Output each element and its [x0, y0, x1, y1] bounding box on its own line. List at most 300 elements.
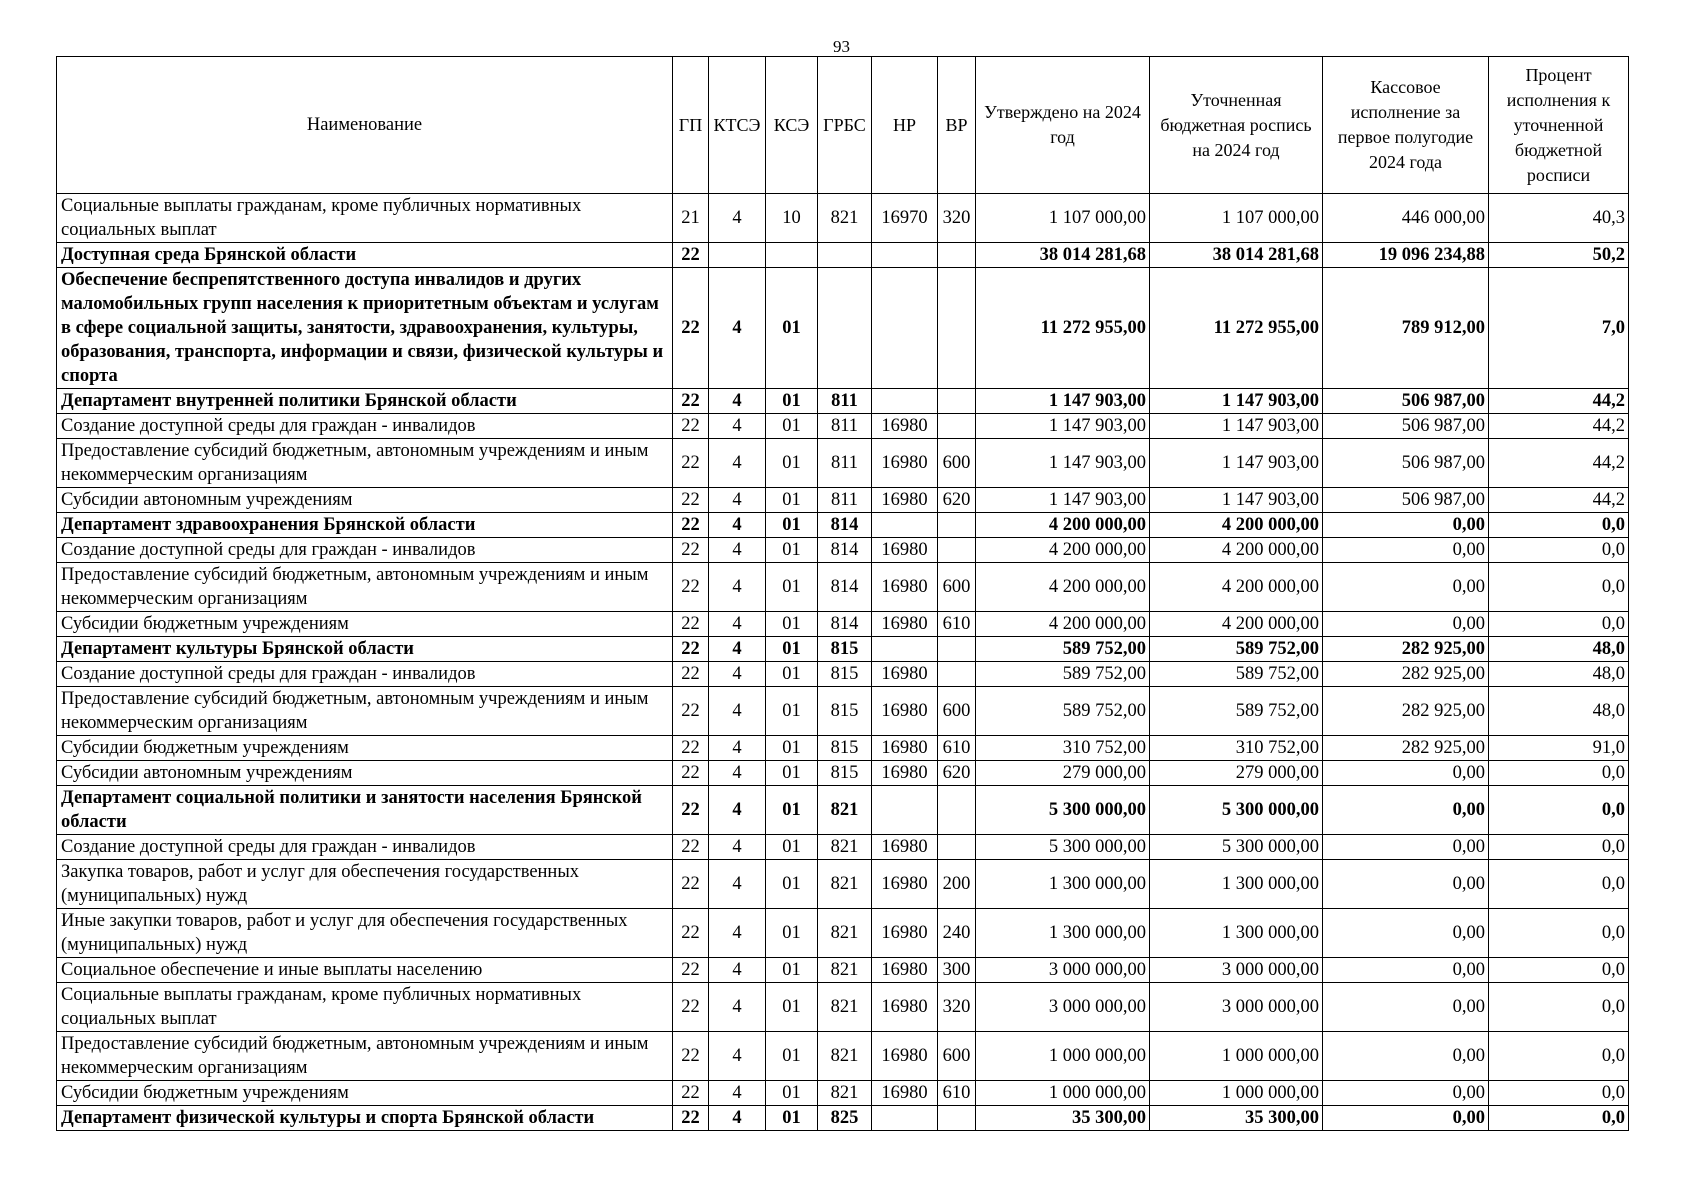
table-row: [57, 786, 1629, 835]
cell-kse: 01: [766, 612, 818, 637]
cell-cash: 19 096 234,88: [1323, 243, 1489, 268]
budget-table: [56, 56, 1629, 1131]
cell-nr: [872, 243, 938, 268]
cell-refined: 4 200 000,00: [1150, 563, 1323, 612]
cell-gp: 22: [673, 439, 709, 488]
cell-cash: 282 925,00: [1323, 687, 1489, 736]
cell-refined: 589 752,00: [1150, 687, 1323, 736]
cell-name: Субсидии бюджетным учреждениям: [57, 1081, 673, 1106]
cell-name: Субсидии автономным учреждениям: [57, 761, 673, 786]
cell-grbs: 821: [818, 983, 872, 1032]
cell-vr: [938, 637, 976, 662]
cell-grbs: 821: [818, 958, 872, 983]
cell-vr: [938, 835, 976, 860]
cell-refined: 5 300 000,00: [1150, 835, 1323, 860]
cell-grbs: 814: [818, 538, 872, 563]
cell-refined: 1 147 903,00: [1150, 389, 1323, 414]
cell-vr: [938, 538, 976, 563]
cell-name: Департамент социальной политики и занятости населения Брянской области: [57, 786, 673, 835]
cell-refined: 1 000 000,00: [1150, 1032, 1323, 1081]
cell-kse: 01: [766, 687, 818, 736]
cell-gp: 22: [673, 860, 709, 909]
cell-percent: 0,0: [1489, 612, 1629, 637]
cell-vr: 610: [938, 612, 976, 637]
cell-cash: 0,00: [1323, 1081, 1489, 1106]
cell-approved: 1 147 903,00: [976, 488, 1150, 513]
cell-gp: 22: [673, 958, 709, 983]
cell-cash: 282 925,00: [1323, 736, 1489, 761]
cell-gp: 22: [673, 835, 709, 860]
cell-percent: 7,0: [1489, 268, 1629, 389]
cell-approved: 589 752,00: [976, 687, 1150, 736]
cell-ktse: 4: [709, 662, 766, 687]
table-row: [57, 563, 1629, 612]
table-row: [57, 1106, 1629, 1131]
cell-ktse: 4: [709, 736, 766, 761]
cell-grbs: 815: [818, 736, 872, 761]
cell-name: Субсидии бюджетным учреждениям: [57, 612, 673, 637]
cell-nr: 16980: [872, 958, 938, 983]
cell-grbs: 821: [818, 786, 872, 835]
cell-approved: 1 147 903,00: [976, 439, 1150, 488]
cell-ktse: 4: [709, 538, 766, 563]
table-row: [57, 835, 1629, 860]
cell-percent: 44,2: [1489, 389, 1629, 414]
cell-vr: 620: [938, 761, 976, 786]
cell-refined: 1 147 903,00: [1150, 414, 1323, 439]
cell-vr: 300: [938, 958, 976, 983]
header-cash: Кассовое исполнение за первое полугодие 2024 года: [1323, 57, 1489, 194]
cell-name: Департамент здравоохранения Брянской области: [57, 513, 673, 538]
cell-refined: 589 752,00: [1150, 637, 1323, 662]
cell-ktse: 4: [709, 860, 766, 909]
cell-refined: 4 200 000,00: [1150, 513, 1323, 538]
cell-ktse: 4: [709, 1081, 766, 1106]
cell-percent: 0,0: [1489, 786, 1629, 835]
header-percent: Процент исполнения к уточненной бюджетной росписи: [1489, 57, 1629, 194]
cell-refined: 1 300 000,00: [1150, 860, 1323, 909]
cell-vr: [938, 414, 976, 439]
cell-percent: 0,0: [1489, 1106, 1629, 1131]
cell-approved: 1 147 903,00: [976, 389, 1150, 414]
table-row: [57, 612, 1629, 637]
header-grbs: ГРБС: [818, 57, 872, 194]
cell-refined: 1 300 000,00: [1150, 909, 1323, 958]
cell-nr: 16970: [872, 194, 938, 243]
cell-grbs: 821: [818, 1032, 872, 1081]
cell-percent: 44,2: [1489, 414, 1629, 439]
cell-refined: 11 272 955,00: [1150, 268, 1323, 389]
cell-approved: 589 752,00: [976, 637, 1150, 662]
cell-cash: 0,00: [1323, 786, 1489, 835]
cell-approved: 310 752,00: [976, 736, 1150, 761]
cell-cash: 506 987,00: [1323, 389, 1489, 414]
cell-gp: 22: [673, 268, 709, 389]
cell-percent: 44,2: [1489, 439, 1629, 488]
cell-cash: 0,00: [1323, 860, 1489, 909]
cell-vr: 200: [938, 860, 976, 909]
cell-vr: 620: [938, 488, 976, 513]
table-row: [57, 687, 1629, 736]
cell-nr: 16980: [872, 1032, 938, 1081]
cell-refined: 1 107 000,00: [1150, 194, 1323, 243]
cell-cash: 0,00: [1323, 761, 1489, 786]
cell-ktse: 4: [709, 1106, 766, 1131]
cell-cash: 0,00: [1323, 909, 1489, 958]
cell-gp: 22: [673, 786, 709, 835]
cell-grbs: 815: [818, 687, 872, 736]
cell-grbs: 821: [818, 909, 872, 958]
cell-vr: 610: [938, 1081, 976, 1106]
cell-kse: 01: [766, 736, 818, 761]
cell-grbs: 815: [818, 761, 872, 786]
cell-name: Субсидии бюджетным учреждениям: [57, 736, 673, 761]
cell-approved: 4 200 000,00: [976, 538, 1150, 563]
cell-approved: 1 107 000,00: [976, 194, 1150, 243]
cell-approved: 5 300 000,00: [976, 786, 1150, 835]
cell-cash: 506 987,00: [1323, 414, 1489, 439]
table-row: [57, 389, 1629, 414]
cell-name: Социальные выплаты гражданам, кроме публичных нормативных социальных выплат: [57, 983, 673, 1032]
cell-ktse: 4: [709, 786, 766, 835]
cell-grbs: 815: [818, 662, 872, 687]
table-row: [57, 513, 1629, 538]
cell-approved: 38 014 281,68: [976, 243, 1150, 268]
cell-kse: 01: [766, 488, 818, 513]
cell-percent: 0,0: [1489, 983, 1629, 1032]
cell-approved: 4 200 000,00: [976, 513, 1150, 538]
cell-ktse: 4: [709, 637, 766, 662]
cell-ktse: 4: [709, 439, 766, 488]
cell-approved: 4 200 000,00: [976, 612, 1150, 637]
cell-percent: 0,0: [1489, 563, 1629, 612]
cell-kse: 01: [766, 414, 818, 439]
cell-cash: 0,00: [1323, 958, 1489, 983]
cell-vr: [938, 243, 976, 268]
cell-gp: 22: [673, 243, 709, 268]
cell-cash: 0,00: [1323, 1106, 1489, 1131]
cell-kse: 01: [766, 786, 818, 835]
cell-nr: 16980: [872, 563, 938, 612]
cell-approved: 589 752,00: [976, 662, 1150, 687]
cell-nr: 16980: [872, 439, 938, 488]
table-row: [57, 194, 1629, 243]
table-row: [57, 243, 1629, 268]
cell-refined: 35 300,00: [1150, 1106, 1323, 1131]
cell-nr: 16980: [872, 860, 938, 909]
cell-cash: 0,00: [1323, 538, 1489, 563]
cell-gp: 22: [673, 761, 709, 786]
header-kse: КСЭ: [766, 57, 818, 194]
cell-cash: 446 000,00: [1323, 194, 1489, 243]
cell-percent: 0,0: [1489, 538, 1629, 563]
cell-vr: 610: [938, 736, 976, 761]
cell-grbs: 821: [818, 194, 872, 243]
cell-ktse: 4: [709, 414, 766, 439]
cell-name: Закупка товаров, работ и услуг для обеспечения государственных (муниципальных) нужд: [57, 860, 673, 909]
cell-nr: [872, 513, 938, 538]
cell-percent: 0,0: [1489, 835, 1629, 860]
cell-kse: 10: [766, 194, 818, 243]
cell-kse: 01: [766, 637, 818, 662]
cell-vr: 240: [938, 909, 976, 958]
cell-nr: 16980: [872, 835, 938, 860]
table-row: [57, 662, 1629, 687]
cell-grbs: 811: [818, 414, 872, 439]
cell-nr: 16980: [872, 983, 938, 1032]
cell-grbs: 814: [818, 513, 872, 538]
cell-approved: 279 000,00: [976, 761, 1150, 786]
cell-name: Предоставление субсидий бюджетным, автономным учреждениям и иным некоммерческим организациям: [57, 1032, 673, 1081]
cell-gp: 22: [673, 389, 709, 414]
header-row: [57, 57, 1629, 194]
cell-refined: 4 200 000,00: [1150, 612, 1323, 637]
cell-nr: 16980: [872, 538, 938, 563]
cell-kse: 01: [766, 268, 818, 389]
cell-name: Департамент культуры Брянской области: [57, 637, 673, 662]
cell-grbs: [818, 268, 872, 389]
cell-kse: 01: [766, 1081, 818, 1106]
cell-ktse: 4: [709, 835, 766, 860]
table-row: [57, 958, 1629, 983]
cell-approved: 1 300 000,00: [976, 909, 1150, 958]
cell-grbs: 825: [818, 1106, 872, 1131]
page-number: 93: [833, 37, 850, 56]
cell-vr: [938, 662, 976, 687]
cell-vr: 600: [938, 1032, 976, 1081]
cell-gp: 21: [673, 194, 709, 243]
cell-approved: 3 000 000,00: [976, 958, 1150, 983]
header-gp: ГП: [673, 57, 709, 194]
cell-nr: 16980: [872, 488, 938, 513]
cell-refined: 3 000 000,00: [1150, 983, 1323, 1032]
table-row: [57, 414, 1629, 439]
cell-gp: 22: [673, 736, 709, 761]
cell-name: Предоставление субсидий бюджетным, автономным учреждениям и иным некоммерческим организациям: [57, 563, 673, 612]
cell-kse: 01: [766, 1032, 818, 1081]
cell-approved: 1 000 000,00: [976, 1081, 1150, 1106]
cell-approved: 4 200 000,00: [976, 563, 1150, 612]
header-approved: Утверждено на 2024 год: [976, 57, 1150, 194]
cell-gp: 22: [673, 637, 709, 662]
table-body: [57, 194, 1629, 1131]
cell-name: Создание доступной среды для граждан - инвалидов: [57, 662, 673, 687]
cell-name: Создание доступной среды для граждан - инвалидов: [57, 414, 673, 439]
cell-nr: 16980: [872, 761, 938, 786]
cell-percent: 0,0: [1489, 1032, 1629, 1081]
cell-name: Обеспечение беспрепятственного доступа инвалидов и других маломобильных групп населения к приоритетным объектам и услугам в сфере социальной защиты, занятости, здравоохранения, культуры, образования, транспорта, информации и связи, физической культуры и спорта: [57, 268, 673, 389]
cell-gp: 22: [673, 1081, 709, 1106]
table-row: [57, 1032, 1629, 1081]
table-row: [57, 268, 1629, 389]
cell-refined: 1 147 903,00: [1150, 488, 1323, 513]
cell-grbs: 814: [818, 563, 872, 612]
table-row: [57, 736, 1629, 761]
cell-kse: 01: [766, 538, 818, 563]
cell-refined: 279 000,00: [1150, 761, 1323, 786]
cell-ktse: 4: [709, 909, 766, 958]
cell-vr: 600: [938, 687, 976, 736]
cell-ktse: 4: [709, 194, 766, 243]
table-row: [57, 1081, 1629, 1106]
cell-nr: [872, 389, 938, 414]
cell-ktse: 4: [709, 563, 766, 612]
table-row: [57, 439, 1629, 488]
cell-nr: [872, 637, 938, 662]
cell-vr: 320: [938, 983, 976, 1032]
cell-kse: 01: [766, 835, 818, 860]
cell-vr: 600: [938, 563, 976, 612]
cell-kse: 01: [766, 909, 818, 958]
cell-nr: 16980: [872, 612, 938, 637]
cell-percent: 0,0: [1489, 909, 1629, 958]
cell-approved: 11 272 955,00: [976, 268, 1150, 389]
cell-percent: 0,0: [1489, 958, 1629, 983]
cell-approved: 3 000 000,00: [976, 983, 1150, 1032]
cell-vr: [938, 389, 976, 414]
cell-name: Департамент внутренней политики Брянской области: [57, 389, 673, 414]
cell-cash: 0,00: [1323, 563, 1489, 612]
cell-vr: [938, 513, 976, 538]
cell-nr: 16980: [872, 1081, 938, 1106]
cell-ktse: 4: [709, 1032, 766, 1081]
cell-cash: 0,00: [1323, 835, 1489, 860]
cell-ktse: 4: [709, 389, 766, 414]
cell-name: Иные закупки товаров, работ и услуг для обеспечения государственных (муниципальных) нужд: [57, 909, 673, 958]
cell-gp: 22: [673, 983, 709, 1032]
header-refined: Уточненная бюджетная роспись на 2024 год: [1150, 57, 1323, 194]
cell-percent: 91,0: [1489, 736, 1629, 761]
cell-kse: 01: [766, 563, 818, 612]
cell-approved: 1 300 000,00: [976, 860, 1150, 909]
cell-cash: 282 925,00: [1323, 662, 1489, 687]
cell-cash: 282 925,00: [1323, 637, 1489, 662]
cell-gp: 22: [673, 538, 709, 563]
cell-nr: 16980: [872, 736, 938, 761]
table-row: [57, 538, 1629, 563]
cell-refined: 4 200 000,00: [1150, 538, 1323, 563]
cell-kse: 01: [766, 513, 818, 538]
cell-cash: 506 987,00: [1323, 488, 1489, 513]
header-name: Наименование: [57, 57, 673, 194]
cell-approved: 35 300,00: [976, 1106, 1150, 1131]
cell-ktse: 4: [709, 268, 766, 389]
cell-vr: [938, 1106, 976, 1131]
cell-gp: 22: [673, 612, 709, 637]
cell-nr: [872, 1106, 938, 1131]
cell-percent: 0,0: [1489, 1081, 1629, 1106]
header-nr: НР: [872, 57, 938, 194]
cell-refined: 310 752,00: [1150, 736, 1323, 761]
cell-percent: 44,2: [1489, 488, 1629, 513]
cell-gp: 22: [673, 909, 709, 958]
cell-refined: 3 000 000,00: [1150, 958, 1323, 983]
cell-grbs: 811: [818, 389, 872, 414]
cell-kse: 01: [766, 860, 818, 909]
cell-kse: 01: [766, 958, 818, 983]
cell-grbs: 815: [818, 637, 872, 662]
table-row: [57, 761, 1629, 786]
cell-cash: 506 987,00: [1323, 439, 1489, 488]
cell-gp: 22: [673, 687, 709, 736]
cell-kse: 01: [766, 983, 818, 1032]
cell-vr: [938, 268, 976, 389]
cell-ktse: 4: [709, 687, 766, 736]
cell-cash: 0,00: [1323, 1032, 1489, 1081]
cell-vr: 320: [938, 194, 976, 243]
cell-refined: 38 014 281,68: [1150, 243, 1323, 268]
cell-cash: 0,00: [1323, 983, 1489, 1032]
cell-kse: 01: [766, 662, 818, 687]
cell-approved: 5 300 000,00: [976, 835, 1150, 860]
cell-name: Департамент физической культуры и спорта Брянской области: [57, 1106, 673, 1131]
cell-ktse: 4: [709, 983, 766, 1032]
cell-percent: 0,0: [1489, 513, 1629, 538]
cell-kse: 01: [766, 1106, 818, 1131]
cell-refined: 589 752,00: [1150, 662, 1323, 687]
cell-name: Социальное обеспечение и иные выплаты населению: [57, 958, 673, 983]
cell-ktse: 4: [709, 958, 766, 983]
cell-cash: 0,00: [1323, 612, 1489, 637]
cell-gp: 22: [673, 513, 709, 538]
cell-name: Субсидии автономным учреждениям: [57, 488, 673, 513]
table-row: [57, 488, 1629, 513]
header-ktse: КТСЭ: [709, 57, 766, 194]
cell-kse: 01: [766, 389, 818, 414]
cell-gp: 22: [673, 1032, 709, 1081]
cell-vr: [938, 786, 976, 835]
cell-ktse: 4: [709, 761, 766, 786]
cell-name: Предоставление субсидий бюджетным, автономным учреждениям и иным некоммерческим организациям: [57, 439, 673, 488]
cell-grbs: 811: [818, 488, 872, 513]
cell-refined: 1 000 000,00: [1150, 1081, 1323, 1106]
cell-name: Доступная среда Брянской области: [57, 243, 673, 268]
cell-refined: 5 300 000,00: [1150, 786, 1323, 835]
cell-percent: 48,0: [1489, 662, 1629, 687]
cell-cash: 789 912,00: [1323, 268, 1489, 389]
cell-gp: 22: [673, 563, 709, 612]
cell-nr: 16980: [872, 414, 938, 439]
table-row: [57, 860, 1629, 909]
cell-kse: [766, 243, 818, 268]
cell-nr: 16980: [872, 909, 938, 958]
cell-percent: 40,3: [1489, 194, 1629, 243]
cell-name: Создание доступной среды для граждан - инвалидов: [57, 835, 673, 860]
cell-ktse: 4: [709, 488, 766, 513]
cell-grbs: [818, 243, 872, 268]
cell-percent: 0,0: [1489, 860, 1629, 909]
table-row: [57, 909, 1629, 958]
cell-refined: 1 147 903,00: [1150, 439, 1323, 488]
cell-name: Социальные выплаты гражданам, кроме публичных нормативных социальных выплат: [57, 194, 673, 243]
table-row: [57, 637, 1629, 662]
cell-gp: 22: [673, 414, 709, 439]
table-row: [57, 983, 1629, 1032]
cell-percent: 48,0: [1489, 687, 1629, 736]
cell-grbs: 814: [818, 612, 872, 637]
cell-percent: 48,0: [1489, 637, 1629, 662]
cell-ktse: 4: [709, 612, 766, 637]
cell-name: Предоставление субсидий бюджетным, автономным учреждениям и иным некоммерческим организациям: [57, 687, 673, 736]
cell-grbs: 821: [818, 835, 872, 860]
cell-nr: [872, 786, 938, 835]
cell-ktse: 4: [709, 513, 766, 538]
cell-gp: 22: [673, 1106, 709, 1131]
cell-nr: 16980: [872, 687, 938, 736]
cell-percent: 0,0: [1489, 761, 1629, 786]
cell-approved: 1 000 000,00: [976, 1032, 1150, 1081]
cell-nr: [872, 268, 938, 389]
